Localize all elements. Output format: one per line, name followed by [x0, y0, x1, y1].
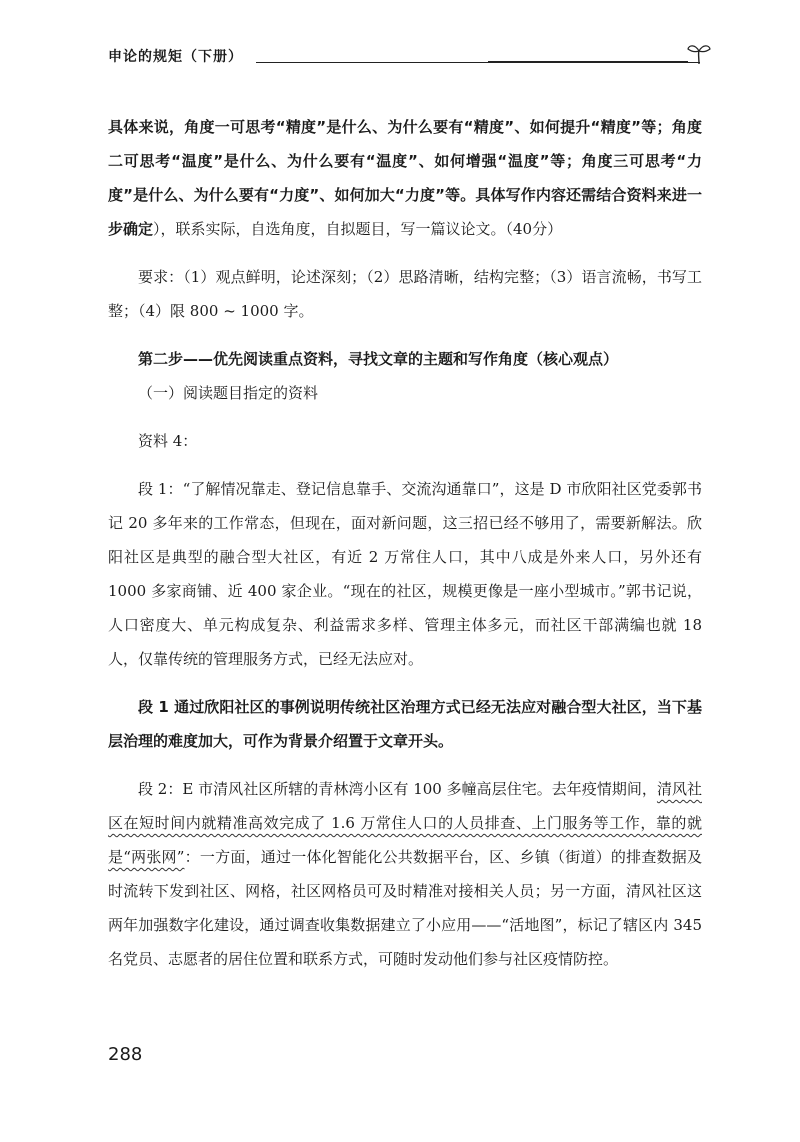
paragraph-2 [108, 772, 702, 976]
task-paragraph [108, 110, 702, 246]
page-body [108, 110, 702, 976]
header-rule-accent [488, 61, 688, 63]
book-title: 申论的规矩（下册） [108, 49, 243, 65]
page-number: 288 [108, 1044, 143, 1065]
para2-highlight: 清风社区在短时间内就精准高效完成了 1.6 万常住人口的人员排查、上门服务等工作，靠的就是“两张网” [108, 780, 702, 866]
requirements-paragraph: 要求：（1）观点鲜明，论述深刻；（2）思路清晰，结构完整；（3）语言流畅，书写工整；（4）限 800 ~ 1000 字。 [108, 268, 702, 320]
paragraph-1: 段 1：“了解情况靠走、登记信息靠手、交流沟通靠口”，这是 D 市欣阳社区党委郭书记 20 多年来的工作常态，但现在，面对新问题，这三招已经不够用了，需要新解法。欣阳社区是典型的融合型大社区，有近 2 万常住人口，其中八成是外来人口，另外还有 1000 多家商铺、近 400 家企业。“现在的社区，规模更像是一座小型城市。”郭书记说，人口密度大、单元构成复杂、利益需求多样、管理主体多元，而社区干部满编也就 18 人，仅靠传统的管理服务方式，已经无法应对。 [108, 480, 702, 668]
task-tail-text: ），联系实际，自选角度，自拟题目，写一篇议论文。（40分） [153, 220, 563, 238]
task-intro-text: 具体来说，角度一可思考“精度”是什么、为什么要有“精度”、如何提升“精度”等；角度二可思考“温度”是什么、为什么要有“温度”、如何增强“温度”等；角度三可思考“力度”是什么、为什么要有“力度”、如何加大“力度”等。具体写作内容还需结合资料来进一步确定 [108, 118, 702, 238]
para2-rest: ：一方面，通过一体化智能化公共数据平台，区、乡镇（街道）的排查数据及时流转下发到社区、网格，社区网格员可及时精准对接相关人员；另一方面，清风社区这两年加强数字化建设，通过调查收集数据建立了小应用——“活地图”，标记了辖区内 345 名党员、志愿者的居住位置和联系方式，可随时发动他们参与社区疫情防控。 [108, 848, 702, 968]
material-label: 资料 4： [138, 432, 198, 450]
analysis-paragraph: 段 1 通过欣阳社区的事例说明传统社区治理方式已经无法应对融合型大社区，当下基层治理的难度加大，可作为背景介绍置于文章开头。 [108, 698, 702, 750]
sprout-icon [686, 40, 712, 66]
para2-lead: 段 2：E 市清风社区所辖的青林湾小区有 100 多幢高层住宅。去年疫情期间， [138, 780, 657, 798]
sub-heading: （一）阅读题目指定的资料 [138, 384, 319, 402]
step-heading: 第二步——优先阅读重点资料，寻找文章的主题和写作角度（核心观点） [138, 350, 619, 368]
running-header [108, 40, 708, 70]
